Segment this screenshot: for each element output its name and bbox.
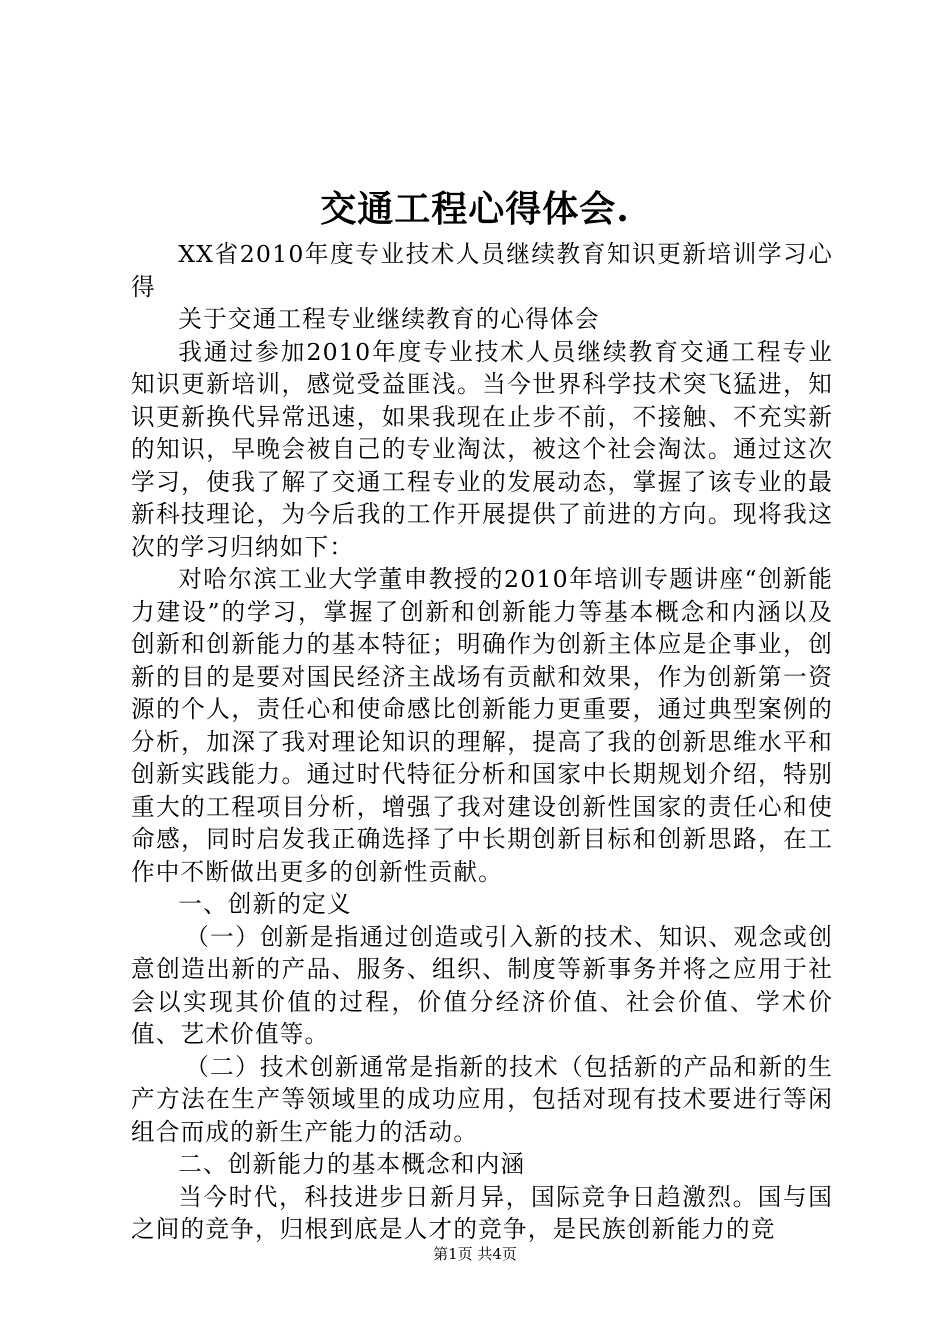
page-number: 第1页 共4页 (433, 1245, 517, 1263)
paragraph-definition-1: （一）创新是指通过创造或引入新的技术、知识、观念或创意创造出新的产品、服务、组织、制度等新事务并将之应用于社会以实现其价值的过程，价值分经济价值、社会价值、学术价值、艺术价值等。 (131, 922, 833, 1048)
paragraph-subtitle: 关于交通工程专业继续教育的心得体会 (178, 305, 600, 333)
document-title: 交通工程心得体会. (320, 188, 630, 230)
section-heading-2: 二、创新能力的基本概念和内涵 (178, 1150, 526, 1178)
section-heading-1: 一、创新的定义 (178, 890, 352, 918)
paragraph-era: 当今时代，科技进步日新月异，国际竞争日趋激烈。国与国之间的竞争，归根到底是人才的竞争，是民族创新能力的竞 (131, 1182, 833, 1243)
paragraph-intro: 我通过参加2010年度专业技术人员继续教育交通工程专业知识更新培训，感觉受益匪浅。当今世界科学技术突飞猛进，知识更新换代异常迅速，如果我现在止步不前，不接触、不充实新的知识，早晚会被自己的专业淘汰，被这个社会淘汰。通过这次学习，使我了解了交通工程专业的发展动态，掌握了该专业的最新科技理论，为今后我的工作开展提供了前进的方向。现将我这次的学习归纳如下： (131, 337, 833, 561)
paragraph-definition-2: （二）技术创新通常是指新的技术（包括新的产品和新的生产方法在生产等领域里的成功应用，包括对现有技术要进行等闲组合而成的新生产能力的活动。 (131, 1052, 833, 1146)
paragraph-lecture: 对哈尔滨工业大学董申教授的2010年培训专题讲座“创新能力建设”的学习，掌握了创新和创新能力等基本概念和内涵以及创新和创新能力的基本特征；明确作为创新主体应是企事业，创新的目的是要对国民经济主战场有贡献和效果，作为创新第一资源的个人，责任心和使命感比创新能力更重要，通过典型案例的分析，加深了我对理论知识的理解，提高了我的创新思维水平和创新实践能力。通过时代特征分析和国家中长期规划介绍，特别重大的工程项目分析，增强了我对建设创新性国家的责任心和使命感，同时启发我正确选择了中长期创新目标和创新思路，在工作中不断做出更多的创新性贡献。 (131, 565, 833, 886)
document-body (131, 238, 833, 1246)
paragraph-heading-line: XX省2010年度专业技术人员继续教育知识更新培训学习心得 (131, 240, 833, 301)
